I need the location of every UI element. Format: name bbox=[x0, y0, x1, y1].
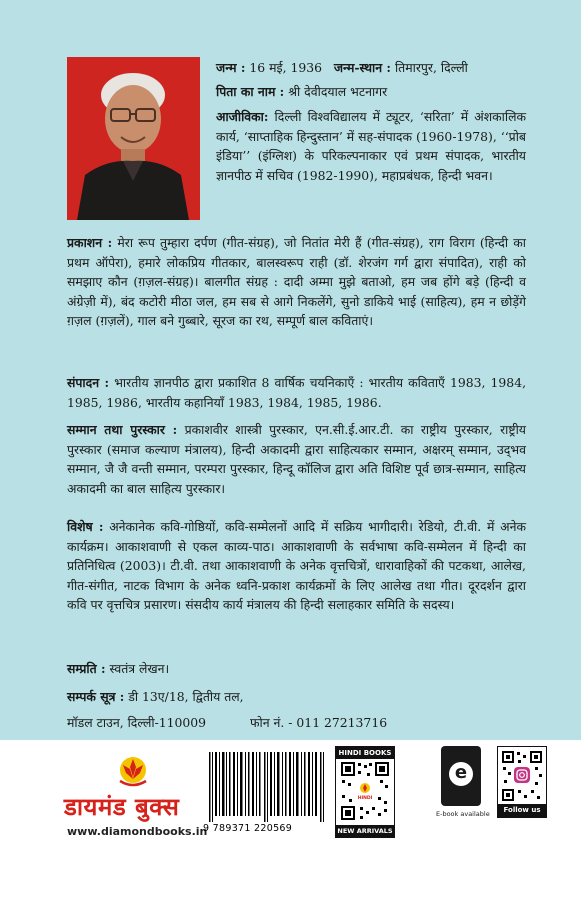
birth-row bbox=[216, 58, 526, 78]
children-value: दादी अम्मा मुझे बताओ, हम जब होंगे बड़े (हिन्दी व अंग्रेज़ी में), बंद कटोरी मीठा जल, हम सब से आगे निकलेंगे, सुनो डाकिये भाई (साहित्य), हम न छोड़ेंगे ग़ज़ल (ग़ज़लें), गाल बने गुब्बारे, सूरज का रथ, सम्पूर्ण बाल कविताएं। bbox=[67, 274, 526, 329]
current-row bbox=[67, 659, 526, 679]
awards-value: प्रकाशवीर शास्त्री पुरस्कार, एन.सी.ई.आर.टी. का राष्ट्रीय पुरस्कार, राष्ट्रीय पुरस्कार (समाज कल्याण मंत्रालय), हिन्दी अकादमी द्वारा साहित्यकार सम्मान, अक्षरम् सम्मान, उद्‌भव सम्मान, जै जै वन्ती सम्मान, परम्परा पुरस्कार, हिन्दू कॉलिज द्वारा अति विशिष्ट पूर्व छात्र-सम्मान, साहित्य अकादमी का बाल साहित्य पुरस्कार। bbox=[67, 422, 526, 496]
editing-value: भारतीय ज्ञानपीठ द्वारा प्रकाशित 8 वार्षिक चयनिकाएँ : भारतीय कविताएँ 1983, 1984, 1985, 1986, भारतीय कहानियाँ 1983, 1984, 1985, 1986. bbox=[67, 375, 527, 410]
follow-us-qr-card[interactable] bbox=[497, 746, 547, 818]
editing-paragraph bbox=[67, 373, 526, 412]
birth-label: जन्म : bbox=[216, 60, 246, 75]
publisher-brand: डायमंड बुक्स bbox=[64, 793, 180, 821]
current-value: स्वतंत्र लेखन। bbox=[109, 661, 170, 676]
contact-line2: मॉडल टाउन, दिल्ली-110009 bbox=[67, 715, 207, 730]
birthplace-value: तिमारपुर, दिल्ली bbox=[394, 60, 468, 75]
hindi-books-qr-card[interactable] bbox=[335, 746, 395, 838]
current-label: सम्प्रति : bbox=[67, 661, 106, 676]
special-value: अनेकानेक कवि-गोष्ठियों, कवि-सम्मेलनों आदि में सक्रिय भागीदारी। रेडियो, टी.वी. में अनेक कार्यक्रम। आकाशवाणी से एकल काव्य-पाठ। आकाशवाणी के सर्वभाषा कवि-सम्मेलन में हिन्दी का प्रतिनिधित्व (2003)। टी.वी. तथा आकाशवाणी के अनेक वृत्तचित्रों, धारावाहिकों की पटकथा, आलेख, गीत-संगीत, नाटक विभाग के अनेक ध्वनि-प्रकाश कार्यक्रमों के लिए आलेख तथा गीत। दूरदर्शन द्वारा कवि पर वृत्तचित्र प्रसारण। संसदीय कार्य मंत्रालय की हिन्दी सलाहकार समिति के सदस्य। bbox=[67, 519, 526, 613]
isbn-digits: 9 789371 220569 bbox=[203, 823, 293, 834]
qr-center-label: HINDI bbox=[357, 796, 373, 801]
birthplace-label: जन्म-स्थान : bbox=[333, 60, 391, 75]
ebook-icon: e bbox=[449, 762, 473, 786]
birth-value: 16 मई, 1936 bbox=[249, 60, 322, 75]
diamond-lotus-logo-icon bbox=[115, 755, 151, 789]
contact-row-2 bbox=[67, 713, 526, 733]
livelihood-label: आजीविका: bbox=[216, 109, 269, 124]
awards-paragraph bbox=[67, 420, 526, 498]
author-portrait-illustration bbox=[67, 57, 200, 220]
livelihood-value: दिल्ली विश्वविद्यालय में ट्यूटर, ‘सरिता’ में अंशकालिक कार्य, ‘साप्ताहिक हिन्दुस्तान’ में सह-संपादक (1960-1978), ‘‘प्रोब इंडिया’’ (इंग्लिश) के परिकल्पनाकार एवं प्रथम संपादक, भारतीय ज्ञानपीठ में सचिव (1982-1990), महाप्रबंधक, हिन्दी भवन। bbox=[216, 109, 526, 183]
father-label: पिता का नाम : bbox=[216, 84, 285, 99]
publication-value: मेरा रूप तुम्हारा दर्पण (गीत-संग्रह), जो नितांत मेरी हैं (गीत-संग्रह), राग विराग (हिन्दी का प्रथम ऑपेरा), हमारे लोकप्रिय गीतकार, बालस्वरूप राही (डॉ. शेरजंग गर्ग द्वारा संपादित), राही को समझाए कौन (ग़ज़ल-संग्रह)। bbox=[67, 235, 526, 290]
contact-row bbox=[67, 687, 526, 707]
livelihood-paragraph bbox=[216, 107, 526, 185]
father-row bbox=[216, 82, 526, 102]
follow-us-label: Follow us bbox=[498, 804, 546, 817]
publication-paragraph bbox=[67, 233, 526, 331]
special-paragraph bbox=[67, 517, 526, 615]
special-label: विशेष : bbox=[67, 519, 104, 534]
isbn-barcode bbox=[207, 752, 327, 822]
ebook-label: E-book available bbox=[436, 810, 490, 818]
author-photo bbox=[67, 57, 200, 220]
publisher-url[interactable]: www.diamondbooks.in bbox=[67, 825, 208, 838]
awards-label: सम्मान तथा पुरस्कार : bbox=[67, 422, 178, 437]
ebook-badge[interactable] bbox=[441, 746, 481, 806]
qr-top-label: HINDI BOOKS bbox=[336, 747, 394, 759]
children-label: बालगीत संग्रह : bbox=[204, 274, 278, 290]
social-qr-code-icon bbox=[501, 750, 543, 802]
qr-bottom-label: NEW ARRIVALS bbox=[337, 827, 393, 835]
qr-code-icon bbox=[340, 761, 390, 821]
phone-number: फोन नं. - 011 27213716 bbox=[249, 715, 388, 730]
editing-label: संपादन : bbox=[67, 375, 110, 390]
contact-line1: डी 13ए/18, द्वितीय तल, bbox=[128, 689, 244, 704]
publication-label: प्रकाशन : bbox=[67, 235, 113, 250]
father-value: श्री देवीदयाल भटनागर bbox=[288, 84, 388, 99]
contact-label: सम्पर्क सूत्र : bbox=[67, 689, 125, 704]
